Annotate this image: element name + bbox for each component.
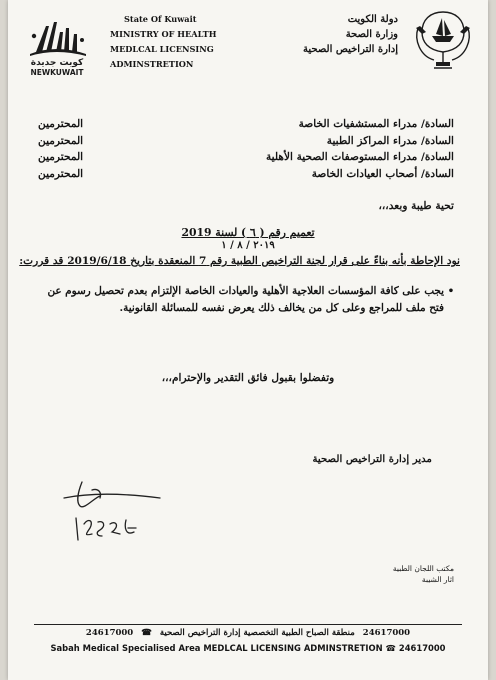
recipients-list bbox=[38, 116, 454, 182]
header-administration: ADMINSTRETION bbox=[110, 59, 194, 69]
recipient-honorific: المحترمين bbox=[38, 134, 84, 147]
new-kuwait-logo bbox=[16, 12, 98, 78]
recipient-row bbox=[38, 133, 454, 150]
footer-phone-en: 24617000 bbox=[398, 643, 446, 653]
kuwait-emblem-icon bbox=[412, 6, 474, 76]
footer-divider bbox=[34, 624, 462, 625]
english-header bbox=[110, 12, 217, 72]
footer-phone-icon: ☎ bbox=[141, 628, 152, 638]
recipient-honorific: المحترمين bbox=[38, 118, 84, 130]
header-state-ar: دولة الكويت bbox=[347, 14, 398, 25]
footer-arabic-text: منطقة الصباح الطبية التخصصية إدارة التراخيص الصحية bbox=[159, 628, 355, 638]
footer-english bbox=[18, 643, 478, 653]
decision-bullet bbox=[44, 283, 458, 317]
recipient-name: السادة/ أصحاب العيادات الخاصة bbox=[311, 167, 454, 180]
recipient-honorific: المحترمين bbox=[38, 151, 84, 163]
office-note-line: مكتب اللجان الطبية bbox=[392, 564, 454, 573]
circular-title: تعميم رقم ( ٦ ) لسنة 2019 bbox=[181, 226, 315, 239]
recipient-name: السادة/ مدراء المستشفيات الخاصة bbox=[298, 118, 454, 130]
decision-text: يجب على كافة المؤسسات العلاجية الأهلية والعيادات الخاصة الإلتزام بعدم تحصيل رسوم عن فتح ملف للمراجع وعلى كل من يخالف ذلك يعرض نفسه للمسائلة القانونية. bbox=[47, 285, 444, 314]
svg-text:NEWKUWAIT: NEWKUWAIT bbox=[30, 68, 84, 77]
header-licensing-ar: إدارة التراخيص الصحية bbox=[303, 44, 398, 55]
recipient-honorific: المحترمين bbox=[38, 167, 84, 180]
footer-english-text: Sabah Medical Specialised Area MEDLCAL LICENSING ADMINSTRETION bbox=[50, 643, 383, 653]
footer-phone-right: 24617000 bbox=[362, 628, 411, 638]
header-ministry: MINISTRY OF HEALTH bbox=[110, 29, 217, 39]
footer-phone-icon: ☎ bbox=[385, 643, 399, 653]
recipient-name: السادة/ مدراء المراكز الطبية bbox=[326, 134, 454, 147]
circular-date: ٢٠١٩ / ٨ / ١ bbox=[221, 240, 275, 251]
footer-arabic bbox=[38, 628, 458, 638]
closing-line: وتفضلوا بقبول فائق التقدير والإحترام،،، bbox=[161, 372, 335, 384]
recipient-row bbox=[38, 149, 454, 166]
circular-intro: نود الإحاطة بأنه بناءً على قرار لجنة التراخيص الطبية رقم 7 المنعقدة بتاريخ 2019/6/18 قد قررت: bbox=[19, 255, 460, 267]
svg-text:كويت جديدة: كويت جديدة bbox=[30, 58, 84, 68]
document-page bbox=[8, 0, 488, 680]
header-state: State Of Kuwait bbox=[124, 14, 197, 24]
recipient-name: السادة/ مدراء المستوصفات الصحية الأهلية bbox=[265, 151, 454, 163]
recipient-row bbox=[38, 166, 454, 183]
bullet-icon: • bbox=[447, 285, 455, 297]
header-licensing: MEDLCAL LICENSING bbox=[110, 44, 214, 54]
recipient-row bbox=[38, 116, 454, 133]
footer-phone-left: 24617000 bbox=[85, 628, 134, 638]
handwritten-signature bbox=[54, 476, 174, 556]
header-ministry-ar: وزارة الصحة bbox=[345, 29, 398, 40]
signer-title: مدير إدارة التراخيص الصحية bbox=[312, 453, 432, 465]
greeting: تحية طيبة وبعد،،، bbox=[378, 200, 454, 212]
office-note bbox=[393, 563, 454, 585]
office-note-line: اثار الشيبة bbox=[421, 575, 454, 584]
arabic-header bbox=[303, 12, 398, 57]
